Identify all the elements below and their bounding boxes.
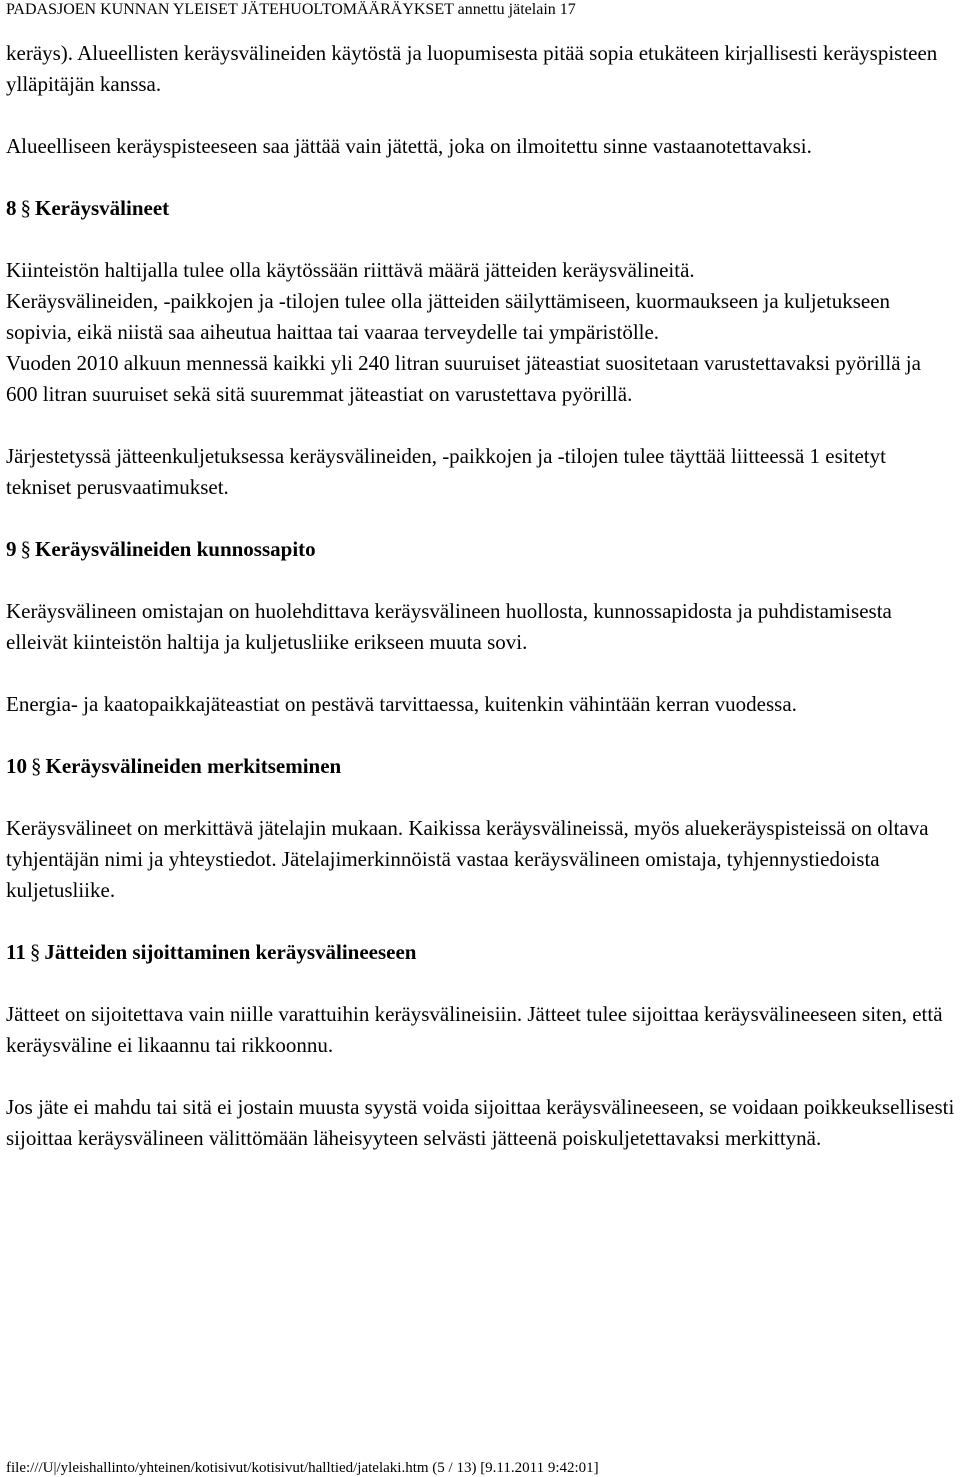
section-sign: § (31, 754, 42, 778)
section-title: Keräysvälineiden kunnossapito (35, 537, 316, 561)
spacer (6, 782, 956, 813)
spacer (6, 503, 956, 534)
paragraph: Keräysvälineet on merkittävä jätelajin mukaan. Kaikissa keräysvälineissä, myös aluekeräyspisteissä on oltava tyhjentäjän nimi ja yhteystiedot. Jätelajimerkinnöistä vastaa keräysvälineen omistaja, tyhjennystiedoista kuljetusliike. (6, 816, 929, 902)
section-number: 10 (6, 754, 27, 778)
paragraph: Energia- ja kaatopaikkajäteastiat on pestävä tarvittaessa, kuitenkin vähintään kerran vuodessa. (6, 692, 797, 716)
spacer (6, 1061, 956, 1092)
section-title: Keräysvälineet (35, 196, 170, 220)
spacer (6, 162, 956, 193)
paragraph: keräys). Alueellisten keräysvälineiden käytöstä ja luopumisesta pitää sopia etukäteen kirjallisesti keräyspisteen ylläpitäjän kanssa. (6, 41, 938, 96)
page-header: PADASJOEN KUNNAN YLEISET JÄTEHUOLTOMÄÄRÄYKSET annettu jätelain 17 (6, 1, 576, 18)
section-sign: § (20, 537, 31, 561)
section-heading-11 (6, 937, 956, 968)
spacer (6, 968, 956, 999)
section-number: 8 (6, 196, 17, 220)
section-sign: § (29, 940, 41, 964)
document-body (6, 38, 956, 1154)
spacer (6, 224, 956, 255)
paragraph: Järjestetyssä jätteenkuljetuksessa keräysvälineiden, -paikkojen ja -tilojen tulee täyttää liitteessä 1 esitetyt tekniset perusvaatimukset. (6, 444, 886, 499)
paragraph: Vuoden 2010 alkuun mennessä kaikki yli 240 litran suuruiset jäteastiat suositetaan varustettavaksi pyörillä ja 600 litran suuruiset sekä sitä suuremmat jäteastiat on varustettava pyörillä. (6, 351, 921, 406)
section-title: Jätteiden sijoittaminen keräysvälineeseen (44, 940, 417, 964)
section-heading-8 (6, 193, 956, 224)
spacer (6, 410, 956, 441)
spacer (6, 565, 956, 596)
section-number: 9 (6, 537, 17, 561)
spacer (6, 658, 956, 689)
paragraph: Keräysvälineen omistajan on huolehdittava keräysvälineen huollosta, kunnossapidosta ja puhdistamisesta elleivät kiinteistön haltija ja kuljetusliike erikseen muuta sovi. (6, 599, 892, 654)
paragraph: Alueelliseen keräyspisteeseen saa jättää vain jätettä, joka on ilmoitettu sinne vastaanotettavaksi. (6, 134, 812, 158)
spacer (6, 100, 956, 131)
section-heading-9 (6, 534, 956, 565)
section-number: 11 (6, 940, 26, 964)
paragraph: Jos jäte ei mahdu tai sitä ei jostain muusta syystä voida sijoittaa keräysvälineeseen, se voidaan poikkeuksellisesti sijoittaa keräysvälineen välittömään läheisyyteen selvästi jätteenä poiskuljetettavaksi merkittynä. (6, 1095, 955, 1150)
section-heading-10 (6, 751, 956, 782)
paragraph: Kiinteistön haltijalla tulee olla käytössään riittävä määrä jätteiden keräysvälineitä. (6, 258, 695, 282)
section-title: Keräysvälineiden merkitseminen (45, 754, 342, 778)
paragraph: Jätteet on sijoitettava vain niille varattuihin keräysvälineisiin. Jätteet tulee sijoittaa keräysvälineeseen siten, että keräysväline ei likaannu tai rikkoonnu. (6, 1002, 943, 1057)
spacer (6, 720, 956, 751)
page-footer: file:///U|/yleishallinto/yhteinen/kotisivut/kotisivut/halltied/jatelaki.htm (5 / 13) [9.11.2011 9:42:01] (6, 1460, 599, 1476)
section-sign: § (20, 196, 31, 220)
paragraph: Keräysvälineiden, -paikkojen ja -tilojen tulee olla jätteiden säilyttämiseen, kuormaukseen ja kuljetukseen sopivia, eikä niistä saa aiheutua haittaa tai vaaraa terveydelle tai ympäristölle. (6, 289, 891, 344)
spacer (6, 906, 956, 937)
